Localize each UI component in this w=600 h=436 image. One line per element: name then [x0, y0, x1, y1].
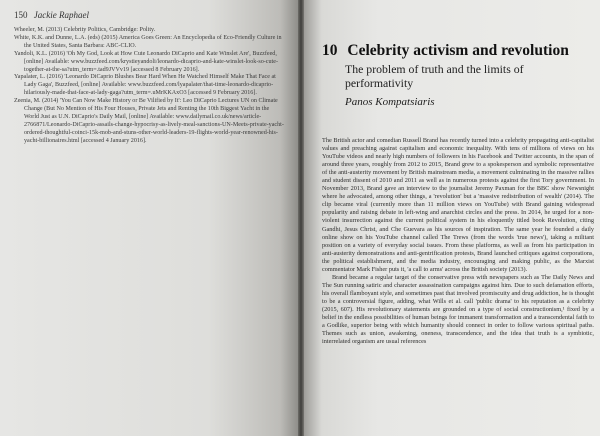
chapter-body — [322, 137, 594, 346]
reference-entry: Yandoli, K.L. (2016) 'Oh My God, Look at How Cute Leonardo DiCaprio and Kate Winslet Are', Buzzfeed, [online] Available: www.buzzfeed.com/krystieyandoli/leonardo-dicaprio-and-kate-winslet-look-so-cute-together-at-the-sa?utm_term=.tad9JVVv19 [accessed 8 February 2016]. — [14, 50, 278, 73]
reference-entry: White, K.K. and Dunne, L.A. (eds) (2015) America Goes Green: An Encyclopedia of Eco-Friendly Culture in the United States, Santa Barbara: ABC-CLIO. — [14, 34, 282, 49]
right-page — [304, 0, 600, 436]
left-page — [0, 0, 298, 436]
reference-list — [14, 27, 284, 146]
running-head-author: Jackie Raphael — [33, 10, 89, 20]
body-paragraph: Brand became a regular target of the conservative press with newspapers such as The Daily News and The Sun running satiric and character assassination campaigns against him. Due to such defamation efforts, his overall flamboyant style, and sometimes past that involved promiscuity and drug addiction, he is thought to be a controversial figure, adding, what Wills et al. call 'public drama' to his reputation as a celebrity (2015, 607). His revolutionary statements are grounded on a type of social constructionism,¹ fixed by a belief in the endless possibilities of human beings for immanent transformation and a transcendental faith to a Godlike, superior being with which humanity should connect in order to follow various spiritual paths. Themes such as union, awakening, oneness, transcendence, and the idea that truth is a symbiotic, interrelated organism are usual references — [322, 273, 594, 346]
chapter-subtitle: The problem of truth and the limits of performativity — [345, 62, 524, 90]
reference-entry: Wheeler, M. (2013) Celebrity Politics, Cambridge: Polity. — [14, 27, 156, 33]
reference-entry: Zeenia, M. (2014) 'You Can Now Make History or Be Vilified by It': Leo DiCaprio Lectures UN on Climate Change (But No Mention of His Four Houses, Private Jets and Renting the 10th Biggest Yacht in the World Just as U.N. DiCaprio's Daily Mail, [online] Available: www.dailymail.co.uk/news/article-2766871/Leonardo-DiCaprio-assails-change-hypocrisy-as-lively-meal-sanctions-UN-Meets-private-yacht-ordered-thoughtful-coinci-15k-mob-and-stuns-other-world-leaders-19-flights-world-year-renowned-his-yacht-billionaires.html [accessed 4 January 2016]. — [14, 98, 284, 144]
reference-entry: Yapalater, L. (2016) 'Leonardo DiCaprio Blushes Bear Hard When He Watched Himself Make That Face at Lady Gaga', Buzzfeed, [online] Available: www.buzzfeed.com/lyapalater/that-time-leonardo-dicaprio-hilariously-made-that-face-at-lady-gaga?utm_term=.uMrKKAxO3 [accessed 9 February 2016]. — [14, 74, 276, 97]
page-number: 150 — [14, 10, 28, 20]
chapter-author: Panos Kompatsiaris — [345, 96, 435, 108]
running-head — [14, 10, 89, 20]
chapter-number: 10 — [322, 42, 338, 59]
chapter-title-text: Celebrity activism and revolution — [347, 42, 569, 59]
chapter-title — [322, 42, 592, 60]
body-paragraph: The British actor and comedian Russell Brand has recently turned into a celebrity propagating anti-capitalist values and preaching against capitalism and economic inequality. With tens of millions of views on his YouTube videos and nearly high numbers of followers in his Facebook and Twitter accounts, in the span of around three years, roughly from 2012 to 2015, Brand grew to a spokesperson and symbolic representative of the anti-austerity movement by British mainstream media, a movement culminating in the massive rallies and student dissent of 2010 and 2011 as well as in numerous protests against the first Tory government. In November 2013, Brand gave an interview to the journalist Jeremy Paxman for the BBC show Newsnight where he advocated, among other things, a 'revolution' but a 'massive redistribution of wealth' (2014). The clip became viral (currently more than 11 million views on YouTube) with Brand gaining widespread popularity and raising debate in left-wing and anarchist circles and the press. In 2014, he urged for a non-violent insurrection against the current political system in his eloquently titled book Revolution, citing Gandhi, Jesus Christ, and Che Guevara as his sources of inspiration. The same year he founded a daily online show on his YouTube channel called The Trews (from the words 'true news'), taking a militant position on a variety of everyday social issues. From these platforms, as well as from his participation in anti-austerity demonstrations and anti-gentrification protests, Brand launched critiques against corporations, the political establishment, and the media industry, encouraging and making public, as the Marxist commentator Mark Fisher puts it, 'a call to arms' across the British society (2013). — [322, 137, 594, 273]
